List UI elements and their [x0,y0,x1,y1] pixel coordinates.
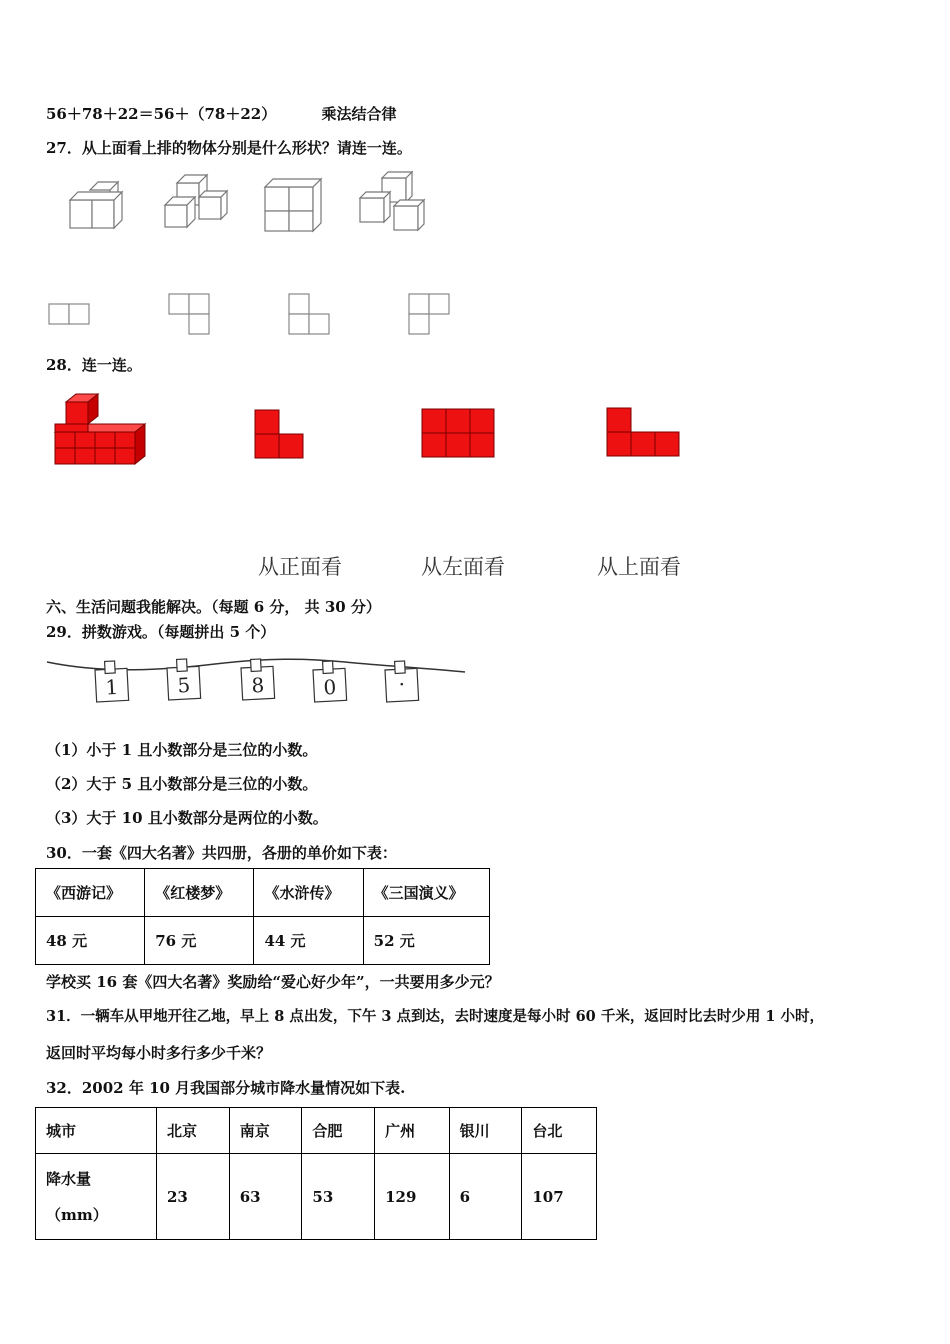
view-b-icon [169,294,209,334]
q30-question: 学校买 16 套《四大名著》奖励给“爱心好少年”，一共要用多少元？ [46,973,500,991]
q29-title: 29．拼数游戏。（每题拼出 5 个） [46,623,276,641]
city-name: 南京 [229,1108,302,1154]
q29-number-cards-figure [45,650,473,716]
table-row [36,869,490,917]
q32-title: 32．2002 年 10 月我国部分城市降水量情况如下表. [46,1079,406,1097]
solid-4-icon [360,172,424,230]
q29-sub-3: （3）大于 10 且小数部分是两位的小数。 [46,809,328,827]
rainfall-table [35,1107,597,1240]
rainfall-label-line-2: （mm） [46,1205,108,1224]
q27-views-figure [45,290,465,340]
book-price: 76 元 [145,917,254,965]
book-name: 《三国演义》 [363,869,489,917]
table-row [36,1108,597,1154]
q29-sub-2: （2）大于 5 且小数部分是三位的小数。 [46,775,318,793]
view-a-icon [49,304,89,324]
svg-text:5: 5 [176,672,191,698]
view-d-icon [409,294,449,334]
book-price: 48 元 [36,917,145,965]
number-card-5 [167,658,201,700]
book-name: 《红楼梦》 [145,869,254,917]
number-card-0 [313,660,347,702]
city-name: 广州 [375,1108,450,1154]
solid-2-icon [165,175,227,227]
view-c-icon [289,294,329,334]
book-price: 44 元 [254,917,363,965]
number-card-8 [241,658,275,700]
svg-text:1: 1 [104,674,119,700]
book-name: 《水浒传》 [254,869,363,917]
book-price: 52 元 [363,917,489,965]
rainfall-value: 129 [375,1154,450,1240]
rainfall-value: 53 [302,1154,375,1240]
rainfall-value: 63 [229,1154,302,1240]
rainfall-value: 6 [449,1154,522,1240]
q29-sub-1: （1）小于 1 且小数部分是三位的小数。 [46,741,318,759]
table-row [36,1154,597,1240]
city-name: 台北 [522,1108,597,1154]
law-text: 乘法结合律 [321,105,397,123]
section6-title: 六、生活问题我能解决。（每题 6 分， 共 30 分） [46,598,381,616]
q28-title: 28．连一连。 [46,356,142,374]
red-view-step-icon [607,408,679,456]
solid-3-icon [265,179,321,231]
q30-title: 30．一套《四大名著》共四册，各册的单价如下表： [46,844,397,862]
rainfall-value: 23 [157,1154,230,1240]
header-label: 城市 [36,1108,157,1154]
q28-views-figure [250,405,690,465]
solid-1-icon [70,182,122,228]
equation-text: 56＋78＋22＝56＋（78＋22） [46,105,277,123]
view-front-label: 从正面看 [258,555,342,579]
book-price-table [35,868,490,965]
q28-red-solid-figure [50,392,160,472]
svg-text:·: · [397,671,406,697]
q31-line-2: 返回时平均每小时多行多少千米？ [46,1044,272,1062]
equation-line [46,103,397,124]
svg-text:0: 0 [322,674,337,700]
svg-text:8: 8 [250,672,265,698]
q27-solids-figure [60,165,440,240]
rainfall-label-line-1: 降水量 [46,1169,92,1188]
q27-title: 27．从上面看上排的物体分别是什么形状？请连一连。 [46,139,412,157]
q31-line-1: 31．一辆车从甲地开往乙地，早上 8 点出发，下午 3 点到达，去时速度是每小时 60 千米，返回时比去时少用 1 小时， [46,1008,825,1025]
red-view-l-icon [255,410,303,458]
rainfall-label [36,1154,157,1240]
city-name: 银川 [449,1108,522,1154]
book-name: 《西游记》 [36,869,145,917]
table-row [36,917,490,965]
number-card-1 [95,660,129,702]
city-name: 合肥 [302,1108,375,1154]
red-view-grid-icon [422,409,494,457]
city-name: 北京 [157,1108,230,1154]
view-top-label: 从上面看 [597,555,681,579]
rainfall-value: 107 [522,1154,597,1240]
view-left-label: 从左面看 [421,555,505,579]
